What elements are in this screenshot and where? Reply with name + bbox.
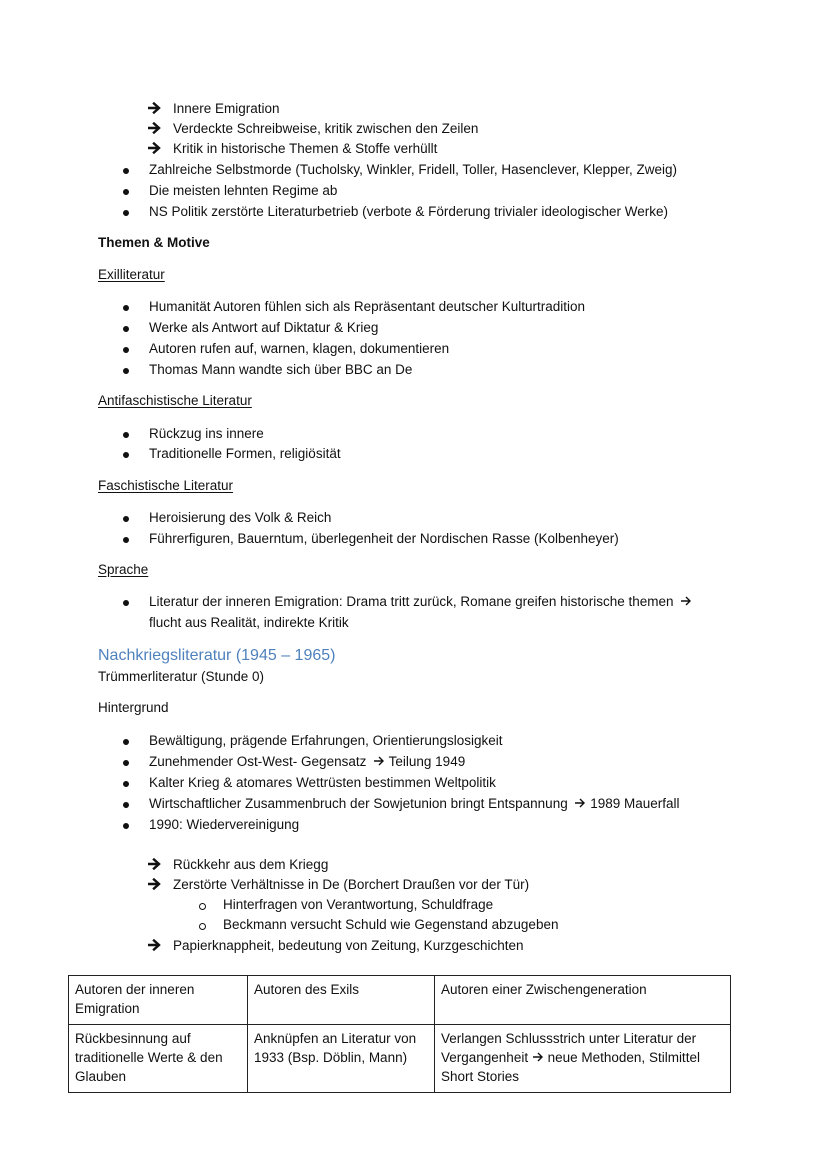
arrow-item: Rückkehr aus dem Kriegg — [173, 857, 329, 872]
table-cell: Rückbesinnung auf traditionelle Werte & den Glauben — [69, 1025, 248, 1093]
bullet-icon — [123, 781, 129, 787]
arrow-item: Innere Emigration — [173, 101, 280, 116]
bullet-icon — [123, 168, 129, 174]
bullet-icon — [123, 739, 129, 745]
arrow-right-icon — [148, 878, 162, 890]
circle-bullet-icon — [199, 903, 206, 910]
arrow-item: Zerstörte Verhältnisse in De (Borchert Draußen vor der Tür) — [173, 877, 530, 892]
bullet-icon — [123, 516, 129, 522]
table-cell: Anknüpfen an Literatur von 1933 (Bsp. Döblin, Mann) — [248, 1025, 435, 1093]
bullet-icon — [123, 305, 129, 311]
arrow-right-icon — [680, 596, 692, 606]
arrow-item: Kritik in historische Themen & Stoffe verhüllt — [173, 141, 438, 156]
bullet-icon — [123, 432, 129, 438]
list-item-text: Wirtschaftlicher Zusammenbruch der Sowjetunion bringt Entspannung — [149, 796, 568, 811]
bullet-icon — [123, 823, 129, 829]
list-item: Humanität Autoren fühlen sich als Repräsentant deutscher Kulturtradition — [149, 299, 586, 314]
bullet-icon — [123, 600, 129, 606]
bullet-icon — [123, 210, 129, 216]
arrow-right-icon — [148, 939, 162, 951]
list-item: Werke als Antwort auf Diktatur & Krieg — [149, 320, 379, 335]
table-header-row — [69, 976, 731, 1025]
subtitle: Trümmerliteratur (Stunde 0) — [98, 669, 265, 684]
arrow-item: Verdeckte Schreibweise, kritik zwischen den Zeilen — [173, 121, 479, 136]
arrow-right-icon — [148, 142, 162, 154]
bullet-icon — [123, 802, 129, 808]
bullet-icon — [123, 452, 129, 458]
table-cell-text: neue Methoden, Stilmittel — [547, 1050, 700, 1065]
arrow-right-icon — [148, 102, 162, 114]
section-heading: Themen & Motive — [98, 235, 210, 250]
circle-bullet-icon — [199, 923, 206, 930]
bullet-icon — [123, 189, 129, 195]
arrow-right-icon — [148, 122, 162, 134]
list-item — [149, 797, 680, 811]
list-item: Führerfiguren, Bauerntum, überlegenheit der Nordischen Rasse (Kolbenheyer) — [149, 531, 619, 546]
list-item: Die meisten lehnten Regime ab — [149, 183, 338, 198]
subsection-heading: Hintergrund — [98, 700, 169, 715]
subsection-heading: Exilliteratur — [98, 267, 165, 282]
table-cell-text: Verlangen Schlussstrich unter Literatur der Vergangenheit — [441, 1031, 697, 1065]
bullet-icon — [123, 368, 129, 374]
list-item-text: 1989 Mauerfall — [590, 796, 680, 811]
bullet-icon — [123, 537, 129, 543]
list-item: Kalter Krieg & atomares Wettrüsten bestimmen Weltpolitik — [149, 775, 496, 790]
bullet-icon — [123, 347, 129, 353]
list-item — [149, 755, 465, 769]
list-item: Bewältigung, prägende Erfahrungen, Orientierungslosigkeit — [149, 733, 503, 748]
table-header-cell: Autoren der inneren Emigration — [69, 976, 248, 1025]
arrow-right-icon — [373, 756, 385, 766]
sub-list-item: Beckmann versucht Schuld wie Gegenstand abzugeben — [223, 917, 559, 932]
list-item: 1990: Wiedervereinigung — [149, 817, 300, 832]
list-item: Traditionelle Formen, religiösität — [149, 446, 341, 461]
subsection-heading: Antifaschistische Literatur — [98, 393, 252, 408]
arrow-item: Papierknappheit, bedeutung von Zeitung, Kurzgeschichten — [173, 938, 524, 953]
arrow-right-icon — [574, 798, 586, 808]
arrow-right-icon — [148, 858, 162, 870]
bullet-icon — [123, 760, 129, 766]
section-title: Nachkriegsliteratur (1945 – 1965) — [98, 647, 336, 664]
list-item: Heroisierung des Volk & Reich — [149, 510, 332, 525]
table-row — [69, 1025, 731, 1093]
table-cell — [435, 1025, 731, 1093]
subsection-heading: Faschistische Literatur — [98, 478, 234, 493]
sub-list-item: Hinterfragen von Verantwortung, Schuldfrage — [223, 897, 494, 912]
list-item-text: Literatur der inneren Emigration: Drama tritt zurück, Romane greifen historische themen — [149, 594, 674, 609]
table-cell-text: Short Stories — [441, 1069, 520, 1084]
list-item: Autoren rufen auf, warnen, klagen, dokumentieren — [149, 341, 450, 356]
list-item-text: Zunehmender Ost-West- Gegensatz — [149, 754, 367, 769]
authors-table — [68, 975, 731, 1093]
subsection-heading: Sprache — [98, 562, 149, 577]
list-item-continuation: flucht aus Realität, indirekte Kritik — [149, 615, 349, 630]
list-item: Thomas Mann wandte sich über BBC an De — [149, 362, 413, 377]
list-item — [149, 595, 692, 609]
list-item: Zahlreiche Selbstmorde (Tucholsky, Winkler, Fridell, Toller, Hasenclever, Klepper, Zweig) — [149, 162, 677, 177]
arrow-right-icon — [532, 1052, 544, 1062]
list-item-text: Teilung 1949 — [388, 754, 466, 769]
table-header-cell: Autoren einer Zwischengeneration — [435, 976, 731, 1025]
list-item: Rückzug ins innere — [149, 426, 264, 441]
list-item: NS Politik zerstörte Literaturbetrieb (verbote & Förderung trivialer ideologischer Werke) — [149, 204, 668, 219]
bullet-icon — [123, 326, 129, 332]
table-header-cell: Autoren des Exils — [248, 976, 435, 1025]
